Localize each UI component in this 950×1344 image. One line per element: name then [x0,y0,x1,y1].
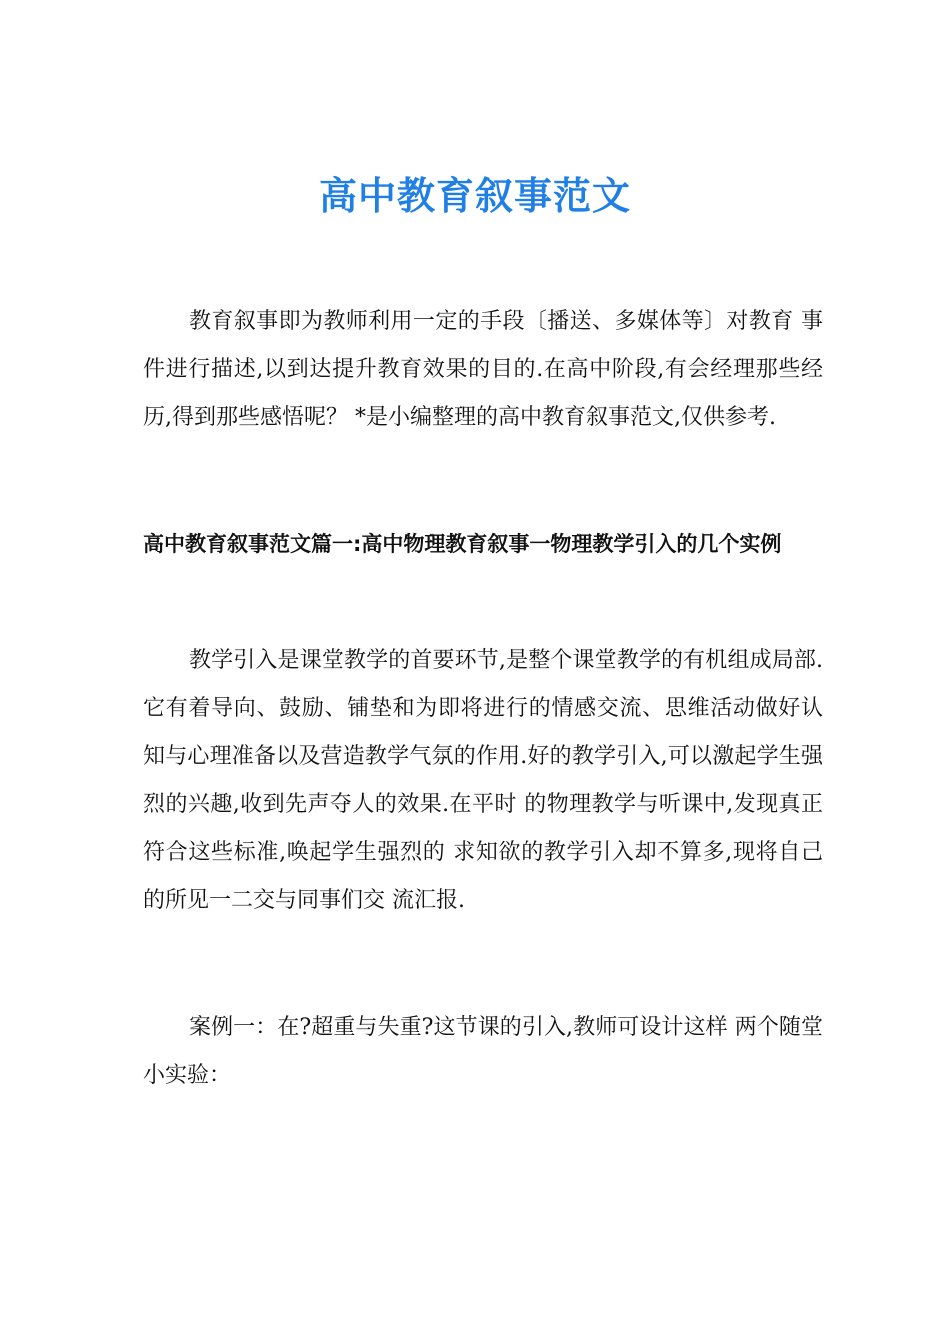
document-title: 高中教育叙事范文 [318,174,631,218]
intro-paragraph: 教育叙事即为教师利用一定的手段〔播送、多媒体等〕对教育 事件进行描述,以到达提升教育效果的目的.在高中阶段,有会经理那些经历,得到那些感悟呢？ *是小编整理的高中教育叙事范文,仅供参考. [143,309,823,430]
body-paragraph: 教学引入是课堂教学的首要环节,是整个课堂教学的有机组成局部.它有着导向、鼓励、铺垫和为即将进行的情感交流、思维活动做好认知与心理准备以及营造教学气氛的作用.好的教学引入,可以激起学生强烈的兴趣,收到先声夺人的效果.在平时 的物理教学与听课中,发现真正符合这些标准,唤起学生强烈的 求知欲的教学引入却不算多,现将自己的所见一二交与同事们交 流汇报. [143,648,823,913]
case-paragraph: 案例一：在?超重与失重?这节课的引入,教师可设计这样 两个随堂小实验： [143,1015,823,1088]
section-heading: 高中教育叙事范文篇一:高中物理教育叙事一物理教学引入的几个实例 [143,532,782,556]
